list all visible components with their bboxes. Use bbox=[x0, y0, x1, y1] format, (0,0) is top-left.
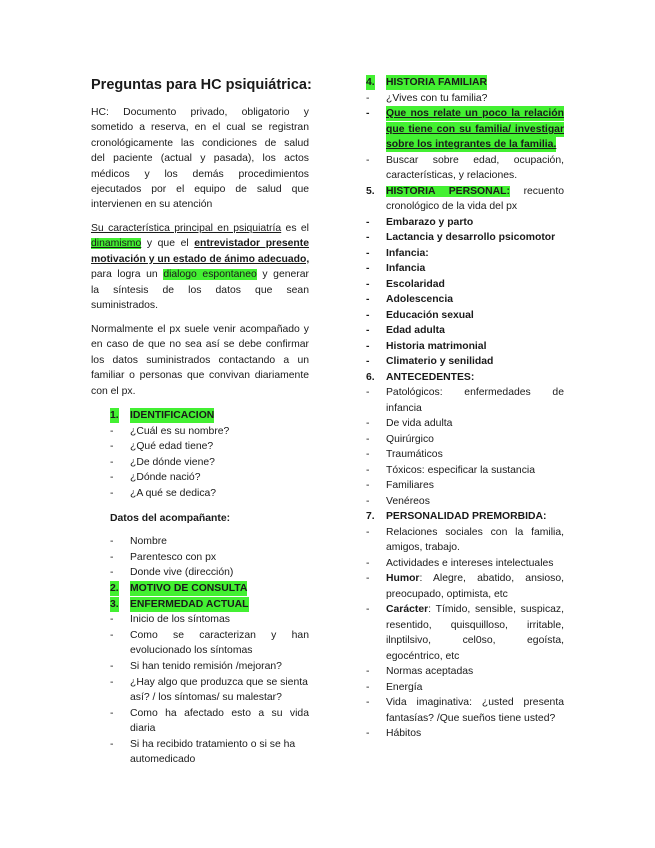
item-text: Actividades e intereses intelectuales bbox=[386, 558, 554, 569]
item-text: amigos, trabajo. bbox=[386, 542, 460, 553]
item-text: Como ha afectado esto a su vida bbox=[130, 708, 309, 719]
bullet-marker: - bbox=[366, 155, 370, 166]
bullet-marker: - bbox=[366, 108, 370, 119]
normal-line: los datos suministrados contactando a un bbox=[91, 354, 309, 366]
bullet-marker: 4. bbox=[366, 75, 375, 90]
item-text: así? / los síntomas/ su malestar? bbox=[130, 692, 282, 703]
bullet-marker: - bbox=[366, 248, 370, 259]
highlight-interviewer: entrevistador presente bbox=[194, 238, 310, 250]
bullet-marker: - bbox=[366, 666, 370, 677]
item-text: Si han tenido remisión /mejoran? bbox=[130, 661, 282, 672]
intro-line: médicos y los demás procedimientos bbox=[91, 168, 309, 180]
bullet-marker: - bbox=[110, 441, 114, 452]
bullet-marker: - bbox=[366, 325, 370, 336]
bullet-marker: - bbox=[366, 449, 370, 460]
item-text: Nombre bbox=[130, 536, 167, 547]
bullet-marker: - bbox=[366, 356, 370, 367]
bullet-marker: 3. bbox=[110, 597, 119, 612]
item-text: Humor: Alegre, abatido, ansioso, bbox=[386, 573, 564, 584]
highlight-dinamismo: dinamismo bbox=[91, 238, 142, 250]
intro-line: HC: Documento privado, obligatorio y bbox=[91, 107, 309, 118]
item-text: Edad adulta bbox=[386, 325, 445, 336]
bullet-marker: - bbox=[366, 604, 370, 615]
item-text: Familiares bbox=[386, 480, 434, 491]
item-text: Infancia bbox=[386, 263, 426, 274]
bullet-marker: - bbox=[366, 294, 370, 305]
item-text: diaria bbox=[130, 723, 156, 734]
item-text: Patológicos: enfermedades de bbox=[386, 387, 564, 398]
item-text: Climaterio y senilidad bbox=[386, 356, 494, 367]
intro-line: sometido a reserva, en el cual se registran bbox=[91, 122, 309, 134]
bullet-marker: 5. bbox=[366, 186, 375, 197]
bullet-marker: - bbox=[366, 573, 370, 584]
bullet-marker: - bbox=[366, 263, 370, 274]
bullet-marker: - bbox=[366, 232, 370, 243]
bullet-marker: 7. bbox=[366, 511, 375, 522]
normal-line: familiar o personas que convivan diariamente bbox=[91, 370, 309, 382]
bullet-marker: - bbox=[366, 697, 370, 708]
item-text: preocupado, optimista, etc bbox=[386, 589, 508, 600]
item-text: Carácter: Tímido, sensible, suspicaz, bbox=[386, 604, 564, 615]
bullet-marker: - bbox=[110, 614, 114, 625]
item-text: Quirúrgico bbox=[386, 434, 434, 445]
item-text: De vida adulta bbox=[386, 418, 453, 429]
item-text: ANTECEDENTES: bbox=[386, 372, 475, 383]
item-text: Si ha recibido tratamiento o si se ha bbox=[130, 739, 296, 750]
bullet-marker: - bbox=[366, 93, 370, 104]
bullet-marker: - bbox=[366, 496, 370, 507]
characteristic-phrase: Su característica principal en psiquiatría bbox=[91, 223, 282, 234]
item-text: egocéntrico, etc bbox=[386, 651, 460, 662]
bullet-marker: - bbox=[110, 472, 114, 483]
item-text: Como se caracterizan y han bbox=[130, 630, 309, 641]
text-run: para logra un bbox=[91, 269, 164, 281]
item-text: MOTIVO DE CONSULTA bbox=[130, 581, 247, 596]
item-text: Relaciones sociales con la familia, bbox=[386, 527, 564, 538]
bullet-marker: - bbox=[366, 527, 370, 538]
item-text: Escolaridad bbox=[386, 279, 445, 290]
item-text: ENFERMEDAD ACTUAL bbox=[130, 597, 249, 612]
item-text: Infancia: bbox=[386, 248, 429, 259]
text-run: la síntesis de los datos que sean bbox=[91, 284, 309, 296]
item-text: resentido, quisquilloso, irritable, bbox=[386, 620, 564, 631]
bullet-marker: - bbox=[366, 418, 370, 429]
item-text: Energía bbox=[386, 682, 423, 693]
bullet-marker: - bbox=[366, 310, 370, 321]
bullet-marker: - bbox=[110, 708, 114, 719]
item-text: Educación sexual bbox=[386, 310, 474, 321]
item-text: ¿Vives con tu familia? bbox=[386, 93, 488, 104]
item-text: evolucionado los síntomas bbox=[130, 645, 253, 656]
section-title: IDENTIFICACION bbox=[130, 408, 214, 423]
text-run: y que el bbox=[141, 238, 195, 250]
normal-line: con el px. bbox=[91, 385, 136, 397]
bullet-marker: - bbox=[110, 536, 114, 547]
bullet-marker: - bbox=[366, 558, 370, 569]
bullet-marker: - bbox=[110, 630, 114, 641]
normal-paragraph bbox=[91, 322, 309, 399]
item-text: sobre los integrantes de la familia. bbox=[386, 137, 556, 152]
item-text: Traumáticos bbox=[386, 449, 443, 460]
item-text: Parentesco con px bbox=[130, 552, 217, 563]
bullet-marker: - bbox=[110, 739, 114, 750]
page-title: Preguntas para HC psiquiátrica: bbox=[91, 77, 312, 93]
item-text: Normas aceptadas bbox=[386, 666, 474, 677]
item-text: Que nos relate un poco la relación bbox=[386, 106, 564, 121]
bullet-marker: - bbox=[110, 567, 114, 578]
bullet-marker: - bbox=[366, 217, 370, 228]
bullet-marker: - bbox=[110, 426, 114, 437]
bullet-marker: - bbox=[366, 480, 370, 491]
item-text: ilnptilsivo, cel0so, egoísta, bbox=[386, 635, 564, 646]
item-text: ¿Dónde nació? bbox=[130, 472, 201, 483]
item-text: automedicado bbox=[130, 754, 196, 765]
text-run: y generar bbox=[256, 269, 309, 281]
item-text: Donde vive (dirección) bbox=[130, 567, 234, 578]
normal-line: Normalmente el px suele venir acompañado y bbox=[91, 324, 309, 335]
item-text: Vida imaginativa: ¿usted presenta bbox=[386, 697, 564, 708]
bullet-marker: 2. bbox=[110, 581, 119, 596]
item-text: Tóxicos: especificar la sustancia bbox=[386, 465, 535, 476]
item-text: ¿Qué edad tiene? bbox=[130, 441, 214, 452]
intro-line: cronológicamente las condiciones de salud bbox=[91, 137, 309, 149]
item-text: PERSONALIDAD PREMORBIDA: bbox=[386, 511, 547, 522]
item-text: que tiene con su familia/ investigar bbox=[386, 122, 564, 137]
item-text: Historia matrimonial bbox=[386, 341, 487, 352]
bullet-marker: - bbox=[366, 465, 370, 476]
text-run: suministrados. bbox=[91, 299, 158, 311]
bullet-marker: - bbox=[110, 488, 114, 499]
item-text: fantasías? /Que sueños tiene usted? bbox=[386, 713, 556, 724]
item-text: Lactancia y desarrollo psicomotor bbox=[386, 232, 556, 243]
item-text: ¿A qué se dedica? bbox=[130, 488, 217, 499]
item-text: infancia bbox=[386, 403, 422, 414]
bullet-marker: - bbox=[366, 682, 370, 693]
item-text: Venéreos bbox=[386, 496, 430, 507]
item-text: Inicio de los síntomas bbox=[130, 614, 230, 625]
highlight-dialogo: dialogo espontaneo bbox=[163, 269, 257, 281]
bullet-marker: - bbox=[110, 677, 114, 688]
item-text: Embarazo y parto bbox=[386, 217, 474, 228]
text-run: es el bbox=[281, 223, 309, 234]
intro-line: ejecutados por el equipo de salud que bbox=[91, 183, 309, 195]
item-text: HISTORIA FAMILIAR bbox=[386, 75, 487, 90]
bullet-marker: - bbox=[110, 552, 114, 563]
companion-heading: Datos del acompañante: bbox=[110, 513, 231, 524]
intro-paragraph bbox=[91, 105, 309, 213]
bullet-marker: 6. bbox=[366, 372, 375, 383]
bullet-marker: - bbox=[366, 341, 370, 352]
normal-line: en caso de que no sea así se debe confirmar bbox=[91, 339, 309, 351]
intro-line: intervienen en su atención bbox=[91, 199, 213, 211]
bullet-marker: - bbox=[366, 387, 370, 398]
item-text: ¿De dónde viene? bbox=[130, 457, 215, 468]
bullet-marker: - bbox=[366, 434, 370, 445]
item-text: Hábitos bbox=[386, 728, 422, 739]
section-number: 1. bbox=[110, 408, 119, 423]
item-text: ¿Hay algo que produzca que se sienta bbox=[130, 677, 308, 688]
bullet-marker: - bbox=[366, 279, 370, 290]
bullet-marker: - bbox=[366, 728, 370, 739]
item-text: características, y relaciones. bbox=[386, 170, 518, 181]
item-text: cronológico de la vida del px bbox=[386, 201, 518, 212]
characteristic-paragraph bbox=[91, 221, 309, 313]
bullet-marker: - bbox=[110, 457, 114, 468]
bullet-marker: - bbox=[110, 661, 114, 672]
intro-line: del paciente (actual y pasada), los actos bbox=[91, 153, 309, 165]
item-text: HISTORIA PERSONAL: recuento bbox=[386, 186, 565, 197]
highlight-motivation: motivación y un estado de ánimo adecuado, bbox=[91, 253, 310, 265]
item-text: Adolescencia bbox=[386, 294, 453, 305]
item-text: ¿Cuál es su nombre? bbox=[130, 426, 230, 437]
item-text: Buscar sobre edad, ocupación, bbox=[386, 155, 564, 166]
